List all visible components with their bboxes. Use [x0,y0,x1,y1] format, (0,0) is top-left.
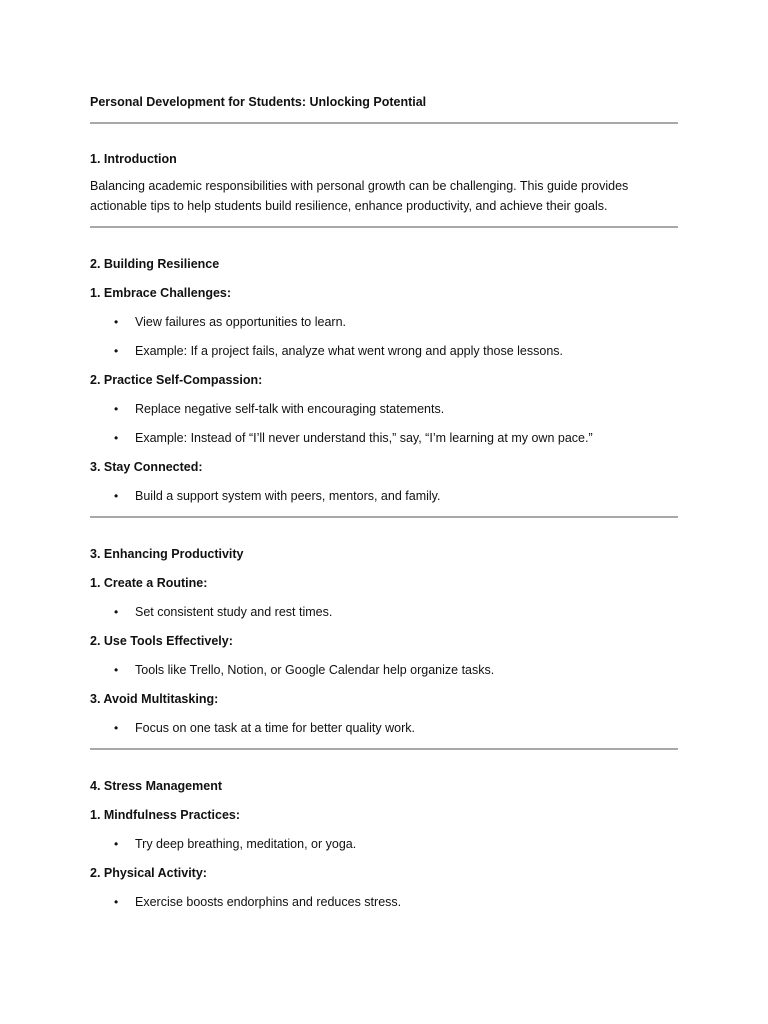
section-heading-introduction: 1. Introduction [90,152,177,166]
list-item-text: Try deep breathing, meditation, or yoga. [135,837,357,851]
section-heading-building-resilience: 2. Building Resilience [90,257,220,271]
divider [90,122,678,124]
bullet-icon: • [114,721,119,735]
list-item [90,894,678,910]
divider [90,748,678,750]
section-heading-stress-management: 4. Stress Management [90,779,222,793]
bullet-list [90,662,678,678]
subheading-avoid-multitasking: 3. Avoid Multitasking: [90,692,219,706]
subheading-embrace-challenges: 1. Embrace Challenges: [90,286,232,300]
subheading-stay-connected: 3. Stay Connected: [90,460,203,474]
list-item-text: Exercise boosts endorphins and reduces stress. [135,895,402,909]
list-item-text: Focus on one task at a time for better quality work. [135,721,415,735]
bullet-list [90,836,678,852]
bullet-icon: • [114,431,119,445]
divider [90,516,678,518]
list-item [90,430,678,446]
bullet-icon: • [114,895,119,909]
subheading-use-tools-effectively: 2. Use Tools Effectively: [90,634,233,648]
list-item-text: Replace negative self-talk with encouraging statements. [135,402,445,416]
bullet-list [90,314,678,359]
list-item [90,343,678,359]
bullet-list [90,720,678,736]
list-item [90,604,678,620]
subheading-create-a-routine: 1. Create a Routine: [90,576,208,590]
list-item-text: Example: Instead of “I’ll never understand this,” say, “I’m learning at my own pace.” [135,431,593,445]
list-item-text: View failures as opportunities to learn. [135,315,346,329]
list-item-text: Tools like Trello, Notion, or Google Calendar help organize tasks. [135,663,495,677]
divider [90,226,678,228]
list-item [90,314,678,330]
list-item-text: Set consistent study and rest times. [135,605,333,619]
subheading-mindfulness-practices: 1. Mindfulness Practices: [90,808,241,822]
subheading-physical-activity: 2. Physical Activity: [90,866,207,880]
list-item [90,662,678,678]
subheading-practice-self-compassion: 2. Practice Self-Compassion: [90,373,263,387]
list-item [90,836,678,852]
intro-paragraph: Balancing academic responsibilities with personal growth can be challenging. This guide provides actionable tips to help students build resilience, enhance productivity, and achieve their goals. [90,179,629,213]
document-title: Personal Development for Students: Unlocking Potential [90,95,427,109]
section-heading-enhancing-productivity: 3. Enhancing Productivity [90,547,244,561]
bullet-icon: • [114,315,119,329]
list-item [90,401,678,417]
document-page [90,94,678,910]
bullet-list [90,604,678,620]
list-item [90,720,678,736]
bullet-list [90,401,678,446]
bullet-icon: • [114,605,119,619]
list-item-text: Example: If a project fails, analyze what went wrong and apply those lessons. [135,344,564,358]
bullet-icon: • [114,344,119,358]
list-item [90,488,678,504]
bullet-icon: • [114,837,119,851]
bullet-icon: • [114,402,119,416]
bullet-icon: • [114,663,119,677]
bullet-list [90,894,678,910]
bullet-list [90,488,678,504]
bullet-icon: • [114,489,119,503]
list-item-text: Build a support system with peers, mentors, and family. [135,489,441,503]
